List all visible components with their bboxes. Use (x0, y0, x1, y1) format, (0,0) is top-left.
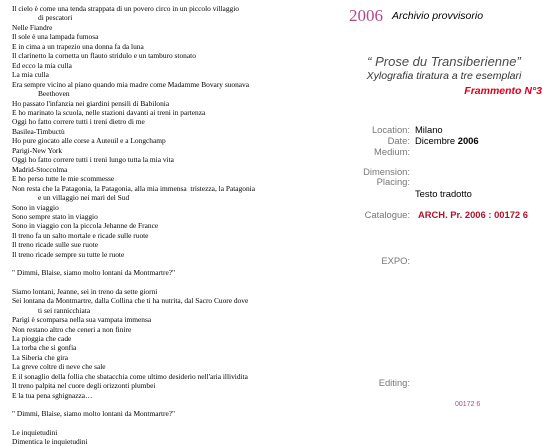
poem-line: Ho pure giocato alle corse a Auteuil e a Longchamp (12, 136, 166, 146)
poem-line: Il cielo è come una tenda strappata di un povero circo in un piccolo villaggio (12, 4, 239, 13)
poem-line: Parigi-New York (12, 145, 63, 155)
poem-line: La pioggia che cade (12, 333, 72, 343)
poem-line: Sono in viaggio con la piccola Jehanne de France (12, 221, 159, 231)
placing-label: Placing: (376, 176, 410, 187)
poem-line: Il treno ricade sulle sue ruote (12, 240, 98, 250)
catalogue-value: ARCH. Pr. 2006 : 00172 6 (418, 209, 528, 220)
date-label: Date: (387, 135, 410, 146)
medium-label: Medium: (374, 146, 410, 157)
poem-line: La greve coltre di neve che sale (12, 362, 106, 372)
poem-line: " Dimmi, Blaise, siamo molto lontani da Montmartre?" (12, 268, 176, 278)
poem-text (12, 4, 342, 446)
poem-line: Oggi ho fatto correre tutti i treni lungo tutta la mia vita (12, 155, 174, 165)
expo-label: EXPO: (381, 255, 410, 266)
poem-line: Nelle Fiandre (12, 22, 53, 32)
location-label: Location: (371, 124, 410, 135)
poem-line: Il clarinetto la cornetta un flauto stridulo e un tamburo stonato (12, 51, 196, 61)
poem-line: Il sole è una lampada fumosa (12, 32, 99, 42)
poem-line: E la tua pena sghignazza… (12, 390, 93, 400)
poem-line: Il treno palpita nel cuore degli orizzonti plumbei (12, 381, 156, 391)
poem-line: E il sonaglio della follia che sbatacchia come ultimo desiderio nell'aria illividita (12, 371, 248, 381)
poem-line: Sono in viaggio (12, 202, 59, 212)
stanza-gap (12, 400, 342, 409)
poem-line: E in cima a un trapezio una donna fa da luna (12, 41, 144, 51)
poem-line: ti sei rannicchiata (38, 305, 91, 315)
poem-line: Il treno fa un salto mortale e ricade sulle ruote (12, 230, 149, 240)
dimension-label: Dimension: (363, 166, 410, 177)
work-subtitle: Xylografia tiratura a tre esemplari (366, 70, 522, 82)
date-value (415, 135, 479, 146)
poem-line: Le inquietudini (12, 427, 58, 437)
poem-line: Ed ecco la mia culla (12, 60, 72, 70)
poem-line: La mia culla (12, 70, 49, 80)
poem-line: Ho passato l'infanzia nei giardini pensili di Babilonia (12, 98, 170, 108)
editing-label: Editing: (378, 377, 410, 388)
poem-line: Il treno ricade sempre su tutte le ruote (12, 249, 125, 259)
placing-value: Testo tradotto (415, 188, 472, 199)
poem-line: Madrid-Stoccolma (12, 164, 68, 174)
poem-line: Sono sempre stato in viaggio (12, 211, 98, 221)
location-value: Milano (415, 124, 443, 135)
poem-line: E ho perso tutte le mie scommesse (12, 174, 115, 184)
archive-heading: Archivio provvisorio (392, 10, 484, 22)
poem-line: Era sempre vicino al piano quando mia madre come Madamme Bovary suonava (12, 79, 250, 89)
poem-line: Beethoven (38, 89, 70, 99)
catalogue-code-footer: 00172 6 (455, 401, 481, 408)
fragment-label: Frammento N°3 (464, 85, 542, 97)
stanza-gap (12, 278, 342, 287)
date-month: Dicembre (415, 135, 456, 146)
poem-line: Siamo lontani, Jeanne, sei in treno da sette giorni (12, 286, 158, 296)
poem-line: Oggi ho fatto correre tutti i treni dietro di me (12, 117, 145, 127)
date-year: 2006 (457, 135, 479, 146)
poem-line: Sei lontana da Montmartre, dalla Collina che ti ha nutrita, dal Sacro Cuore dove (12, 296, 249, 306)
poem-line: La torba che si gonfia (12, 343, 77, 353)
archive-year: 2006 (349, 6, 383, 25)
poem-line: La Siberia che gira (12, 352, 69, 362)
poem-line: di pescatori (38, 13, 73, 23)
poem-line: Non resta che la Patagonia, la Patagonia, alla mia immensa tristezza, la Patagonia (12, 183, 255, 193)
poem-line: Parigi è scomparsa nella sua vampata immensa (12, 315, 152, 325)
poem-line: E ho marinato la scuola, nelle stazioni davanti ai treni in partenza (12, 107, 206, 117)
stanza-gap (12, 259, 342, 268)
poem-line: " Dimmi, Blaise, siamo molto lontani da Montmartre?" (12, 409, 176, 419)
poem-line: e un villaggio nei mari del Sud (38, 193, 130, 203)
poem-line: Dimentica le inquietudini (12, 437, 88, 446)
poem-line: Non restano altro che ceneri a non finire (12, 324, 132, 334)
work-title: “ Prose du Transiberienne” (367, 54, 521, 69)
poem-line: Basilea-Timbuctù (12, 126, 65, 136)
stanza-gap (12, 419, 342, 428)
catalogue-label: Catalogue: (364, 209, 410, 220)
